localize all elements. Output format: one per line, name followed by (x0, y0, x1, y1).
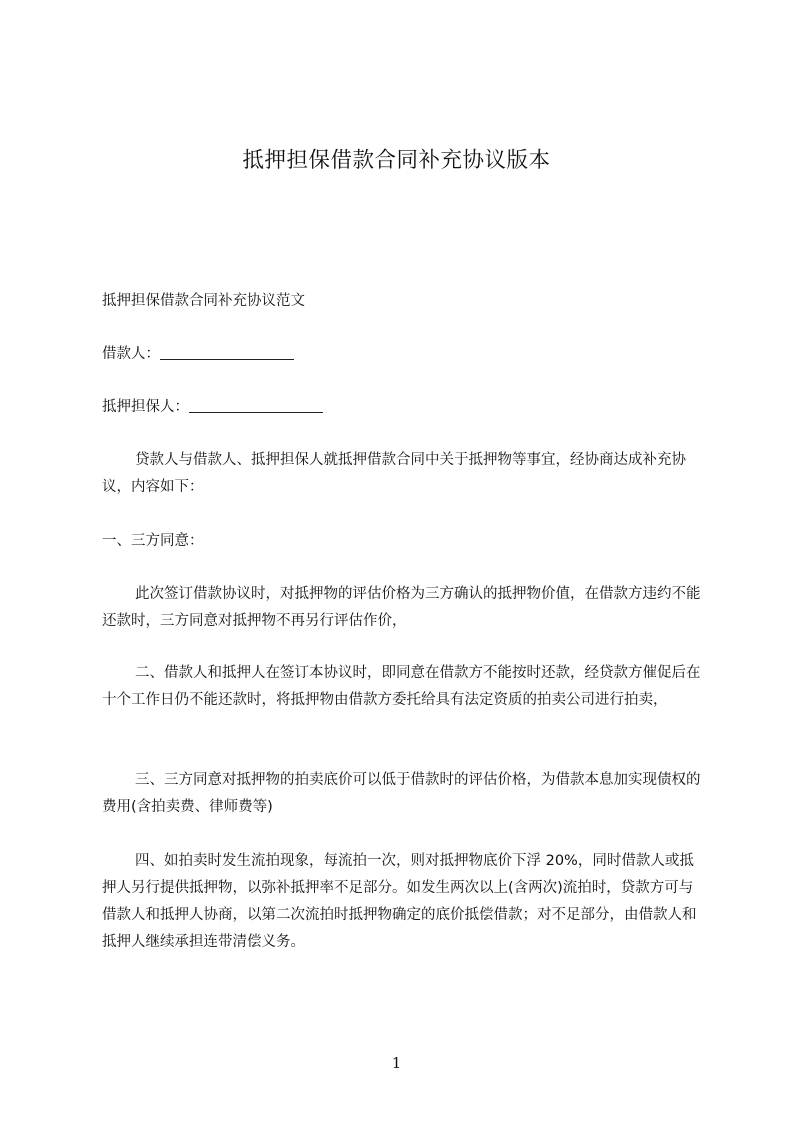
page-number: 1 (391, 1054, 402, 1072)
guarantor-label: 抵押担保人： (102, 399, 189, 415)
intro-paragraph: 贷款人与借款人、抵押担保人就抵押借款合同中关于抵押物等事宜，经协商达成补充协议，内容如下： (102, 452, 686, 495)
document-title: 抵押担保借款合同补充协议版本 (242, 148, 551, 173)
clause-3: 三、三方同意对抵押物的拍卖底价可以低于借款时的评估价格，为借款本息加实现债权的费用(含拍卖费、律师费等) (102, 772, 701, 815)
guarantor-line (102, 394, 702, 421)
document-subtitle: 抵押担保借款合同补充协议范文 (102, 293, 305, 309)
clause-2: 二、借款人和抵押人在签订本协议时，即同意在借款方不能按时还款，经贷款方催促后在十个工作日仍不能还款时，将抵押物由借款方委托给具有法定资质的拍卖公司进行拍卖， (102, 665, 701, 708)
borrower-label: 借款人： (102, 346, 160, 362)
clause-1: 此次签订借款协议时，对抵押物的评估价格为三方确认的抵押物价值，在借款方违约不能还款时，三方同意对抵押物不再另行评估作价， (102, 586, 701, 629)
guarantor-blank (189, 396, 323, 413)
section1-heading: 一、三方同意： (102, 533, 204, 549)
clause-4: 四、如拍卖时发生流拍现象，每流拍一次，则对抵押物底价下浮 20%，同时借款人或抵押人另行提供抵押物，以弥补抵押率不足部分。如发生两次以上(含两次)流拍时，贷款方可与借款人和抵押人协商，以第二次流拍时抵押物确定的底价抵偿借款；对不足部分，由借款人和抵押人继续承担连带清偿义务。 (102, 853, 697, 950)
borrower-blank (160, 343, 294, 360)
borrower-line (102, 341, 702, 368)
